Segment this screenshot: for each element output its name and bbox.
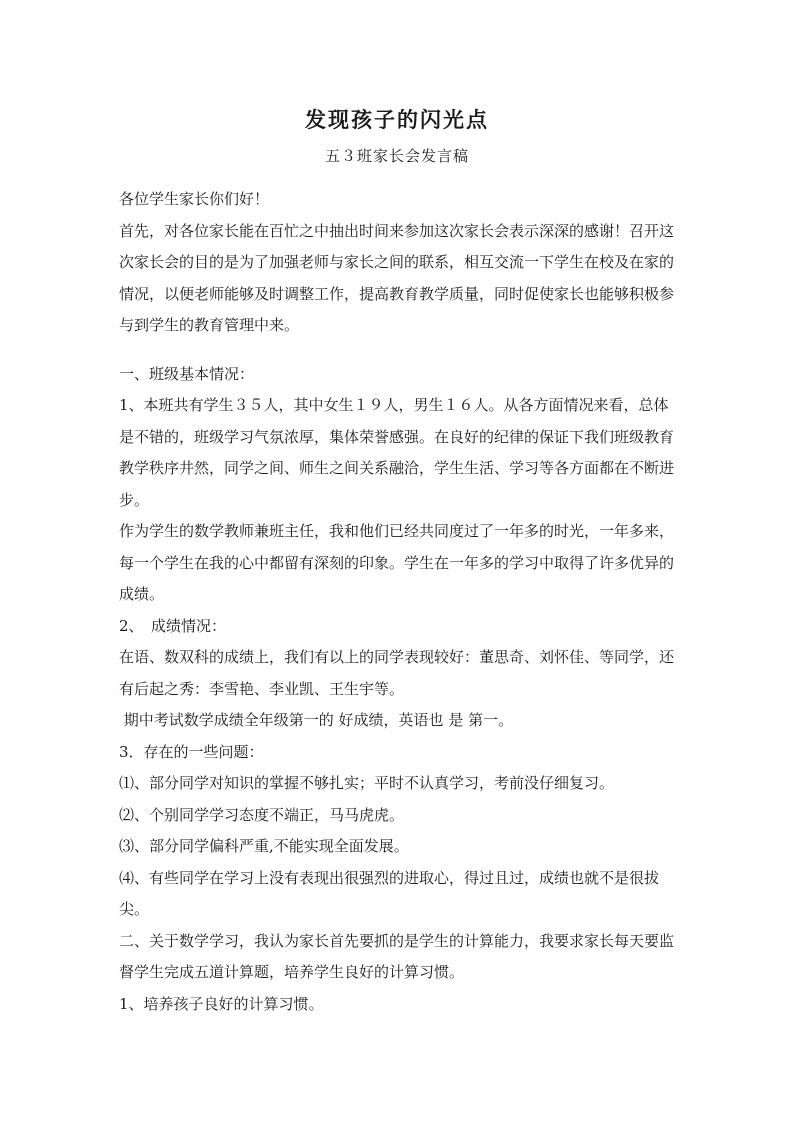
problem-item: ⑶、部分同学偏科严重,不能实现全面发展。 — [119, 837, 409, 855]
document-body — [119, 184, 679, 1020]
midterm-paragraph: 期中考试数学成绩全年级第一的 好成绩，英语也 是 第一。 — [119, 711, 514, 729]
section-heading-math-study: 二、关于数学学习，我认为家长首先要抓的是学生的计算能力，我要求家长每天要监督学生完成五道计算题，培养学生良好的计算习惯。 — [119, 931, 675, 981]
section-heading-grades: 2、 成绩情况： — [119, 616, 227, 635]
intro-paragraph: 首先，对各位家长能在百忙之中抽出时间来参加这次家长会表示深深的感谢！召开这次家长会的目的是为了加强老师与家长之间的联系，相互交流一下学生在校及在家的情况，以便老师能够及时调整工作，提高教育教学质量，同时促使家长也能够积极参与到学生的教育管理中来。 — [119, 221, 675, 334]
grades-paragraph: 在语、数双科的成绩上，我们有以上的同学表现较好：董思奇、刘怀佳、等同学，还有后起之秀：李雪艳、李业凯、王生宇等。 — [119, 648, 675, 698]
section-heading-problems: 3．存在的一些问题： — [119, 742, 264, 761]
greeting-paragraph: 各位学生家长你们好！ — [119, 190, 270, 208]
subheading-calculation-habit: 1、培养孩子良好的计算习惯。 — [119, 994, 324, 1013]
section-heading-class-info: 一、班级基本情况： — [119, 364, 255, 383]
teacher-paragraph: 作为学生的数学教师兼班主任，我和他们已经共同度过了一年多的时光，一年多来，每一个学生在我的心中都留有深刻的印象。学生在一年多的学习中取得了许多优异的成绩。 — [119, 522, 675, 603]
document-title: 发现孩子的闪光点 — [305, 107, 489, 132]
problem-item: ⑷、有些同学在学习上没有表现出很强烈的进取心，得过且过，成绩也就不是很拔尖。 — [119, 868, 660, 918]
paragraph-spacer — [119, 342, 679, 359]
problem-item: ⑵、个别同学学习态度不端正，马马虎虎。 — [119, 805, 405, 824]
document-subtitle: 五３班家长会发言稿 — [324, 147, 469, 165]
problem-item: ⑴、部分同学对知识的掌握不够扎实；平时不认真学习，考前没仔细复习。 — [119, 774, 615, 792]
class-overview-paragraph: 1、本班共有学生３５人，其中女生１９人，男生１６人。从各方面情况来看，总体是不错的，班级学习气氛浓厚，集体荣誉感强。在良好的纪律的保证下我们班级教育教学秩序井然，同学之间、师生之间关系融洽，学生生活、学习等各方面都在不断进步。 — [119, 396, 675, 509]
